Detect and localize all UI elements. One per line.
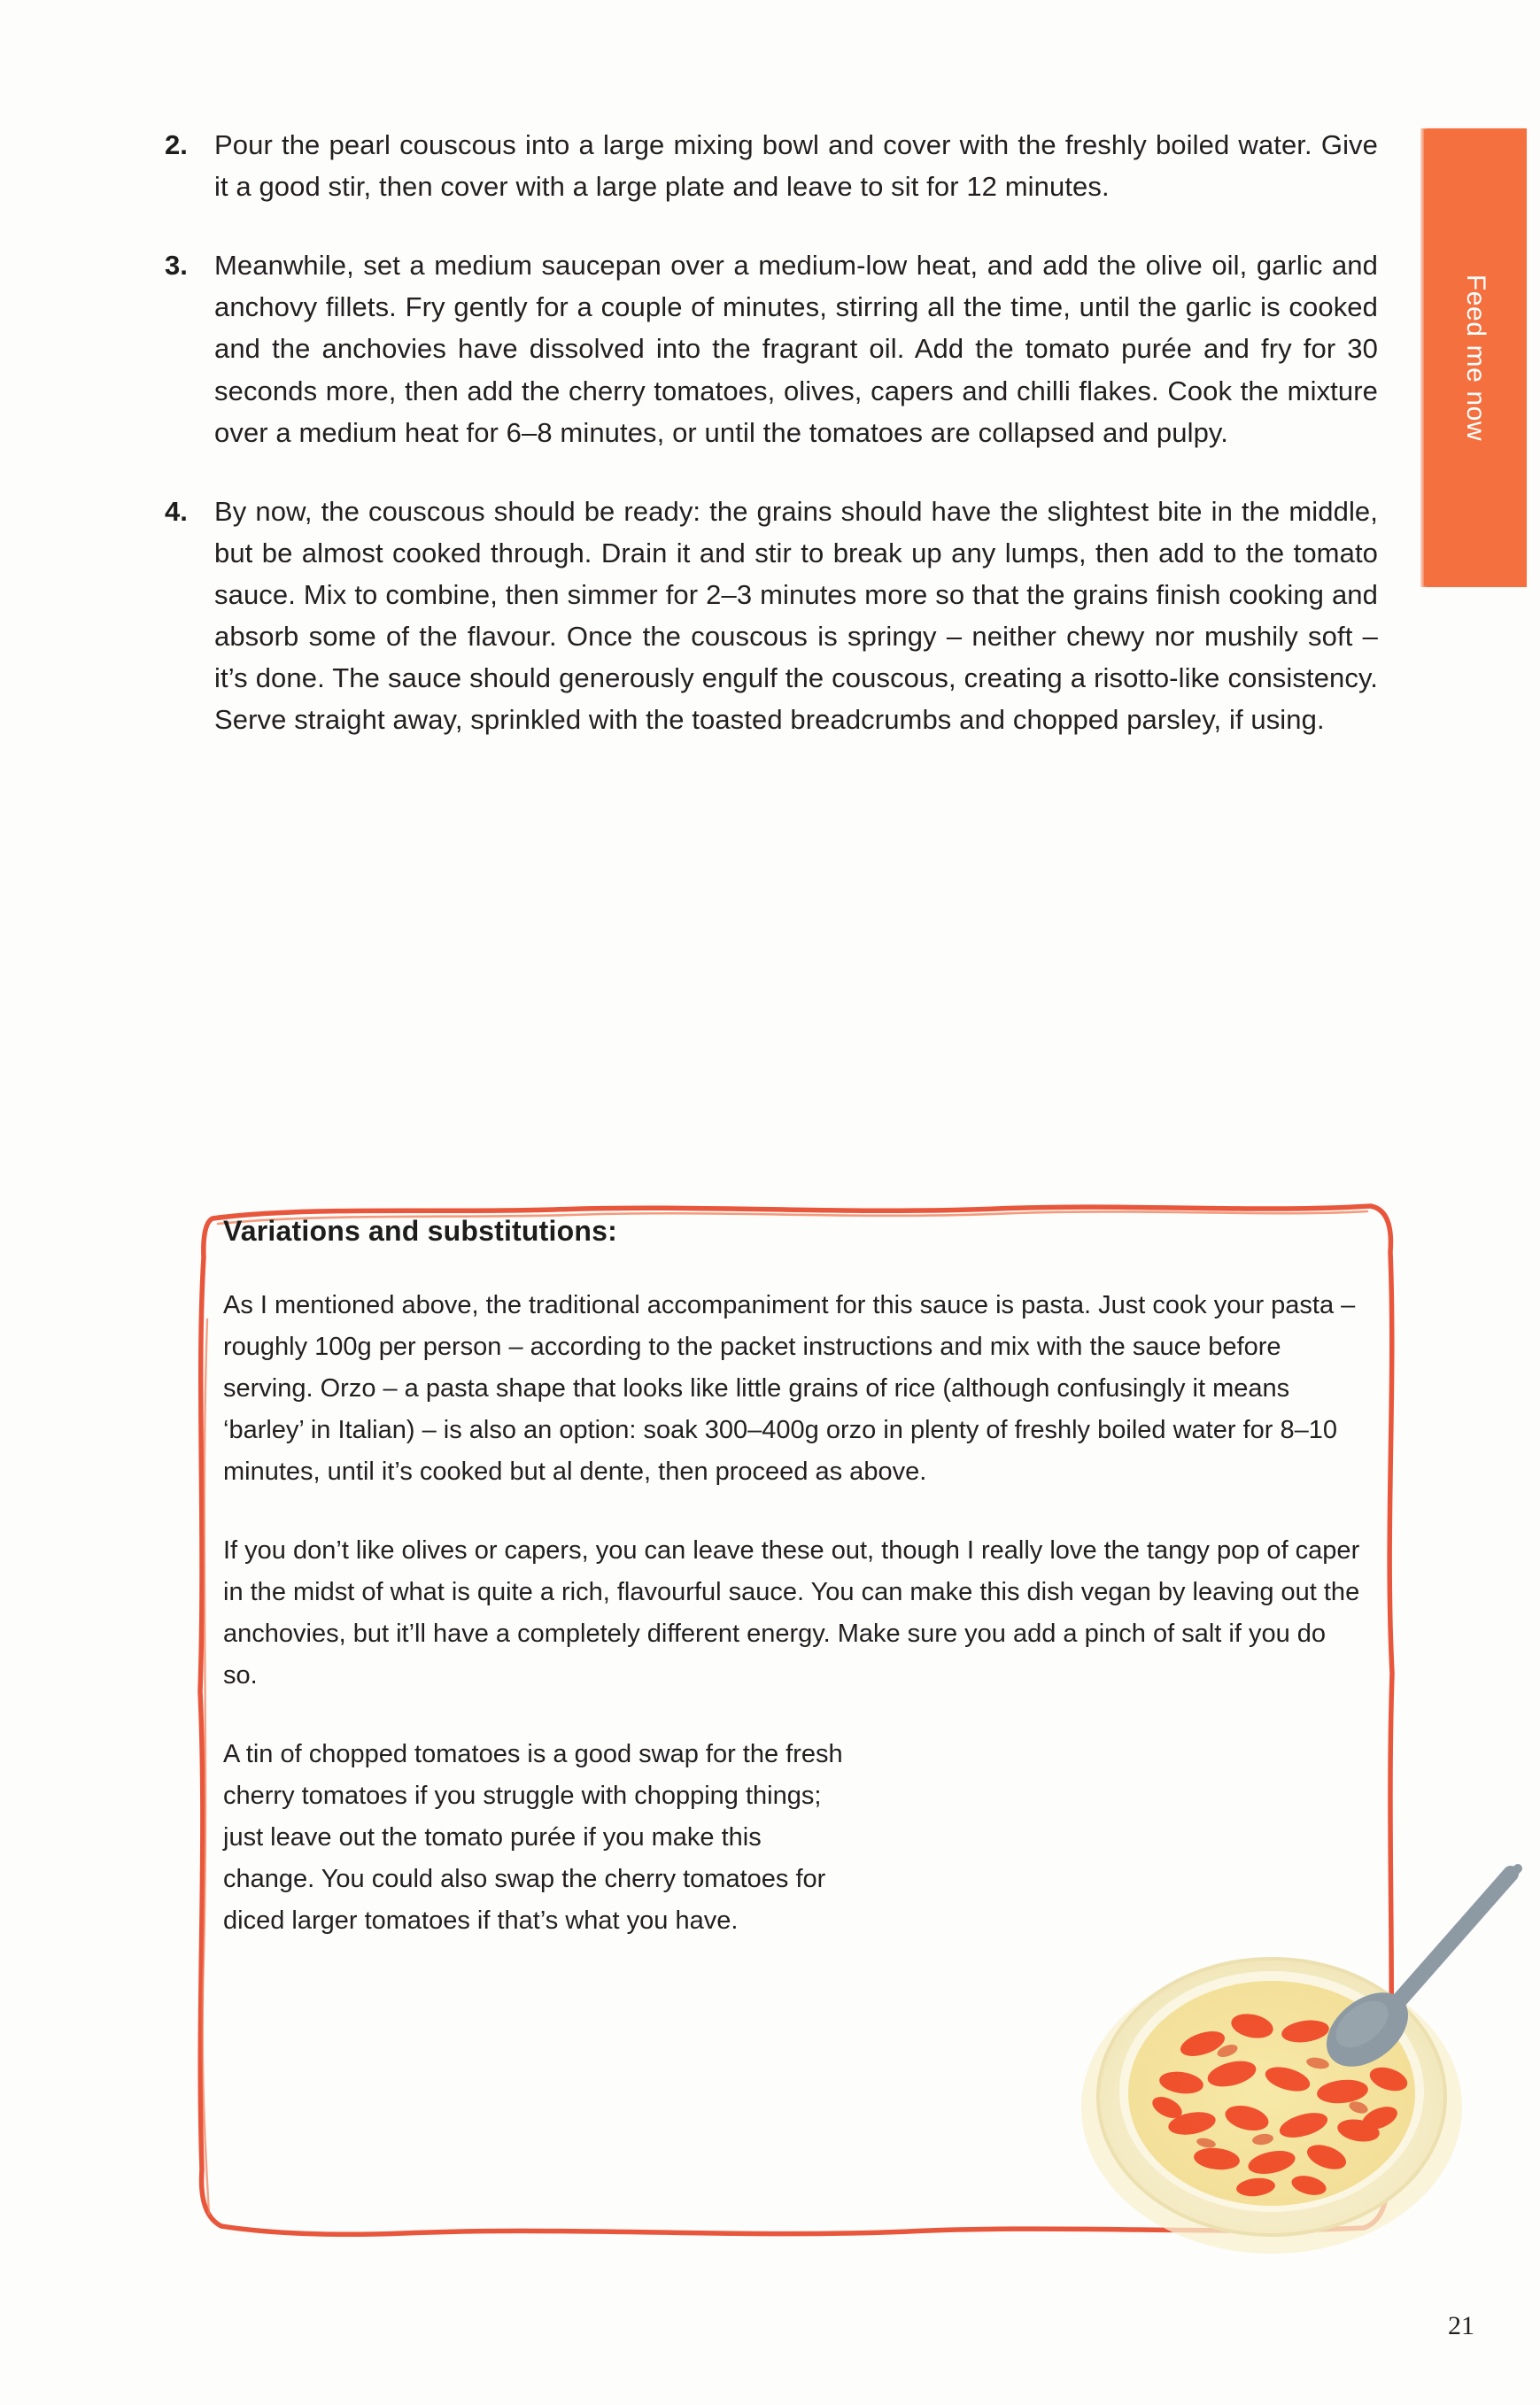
section-tab-label: Feed me now bbox=[1461, 274, 1490, 442]
method-step bbox=[165, 244, 1378, 453]
step-text: By now, the couscous should be ready: the grains should have the slightest bite in the middle, but be almost cooked through. Drain it and stir to break up any lumps, then add to the tomato sauce. Mix to combine, then simmer for 2–3 minutes more so that the grains finish cooking and absorb some of the flavour. Once the couscous is springy – neither chewy nor mushily soft – it’s done. The sauce should generously engulf the couscous, creating a risotto-like consistency. Serve straight away, sprinkled with the toasted breadcrumbs and chopped parsley, if using. bbox=[214, 495, 1378, 736]
step-number: 2. bbox=[165, 129, 188, 160]
bowl-illustration bbox=[1050, 1842, 1540, 2258]
method-steps bbox=[165, 124, 1378, 777]
method-step bbox=[165, 124, 1378, 207]
step-text: Pour the pearl couscous into a large mixing bowl and cover with the freshly boiled water. Give it a good stir, then cover with a large plate and leave to sit for 12 minutes. bbox=[214, 129, 1378, 203]
variations-paragraph: As I mentioned above, the traditional accompaniment for this sauce is pasta. Just cook your pasta – roughly 100g per person – according to the packet instructions and mix with the sauce before serving. Orzo – a pasta shape that looks like little grains of rice (although confusingly it means ‘barley’ in Italian) – is also an option: soak 300–400g orzo in plenty of freshly boiled water for 8–10 minutes, until it’s cooked but al dente, then proceed as above. bbox=[223, 1291, 1356, 1486]
variations-content bbox=[223, 1215, 1366, 1942]
step-number: 4. bbox=[165, 495, 188, 527]
variations-callout-box bbox=[174, 1160, 1415, 2285]
page-number: 21 bbox=[1448, 2311, 1474, 2340]
step-text: Meanwhile, set a medium saucepan over a medium-low heat, and add the olive oil, garlic and anchovy fillets. Fry gently for a couple of minutes, stirring all the time, until the garlic is cooked and the anchovies have dissolved into the fragrant oil. Add the tomato purée and fry for 30 seconds more, then add the cherry tomatoes, olives, capers and chilli flakes. Cook the mixture over a medium heat for 6–8 minutes, or until the tomatoes are collapsed and pulpy. bbox=[214, 250, 1378, 448]
variations-heading: Variations and substitutions: bbox=[223, 1215, 617, 1247]
variations-paragraph: A tin of chopped tomatoes is a good swap for the fresh cherry tomatoes if you struggle with chopping things; just leave out the tomato purée if you make this change. You could also swap the cherry tomatoes for diced larger tomatoes if that’s what you have. bbox=[223, 1739, 843, 1935]
section-tab-feed-me-now bbox=[1424, 128, 1527, 587]
method-step bbox=[165, 491, 1378, 741]
step-number: 3. bbox=[165, 250, 188, 282]
variations-paragraph: If you don’t like olives or capers, you can leave these out, though I really love the tangy pop of caper in the midst of what is quite a rich, flavourful sauce. You can make this dish vegan by leaving out the anchovies, but it’ll have a completely different energy. Make sure you add a pinch of salt if you do so. bbox=[223, 1535, 1360, 1690]
